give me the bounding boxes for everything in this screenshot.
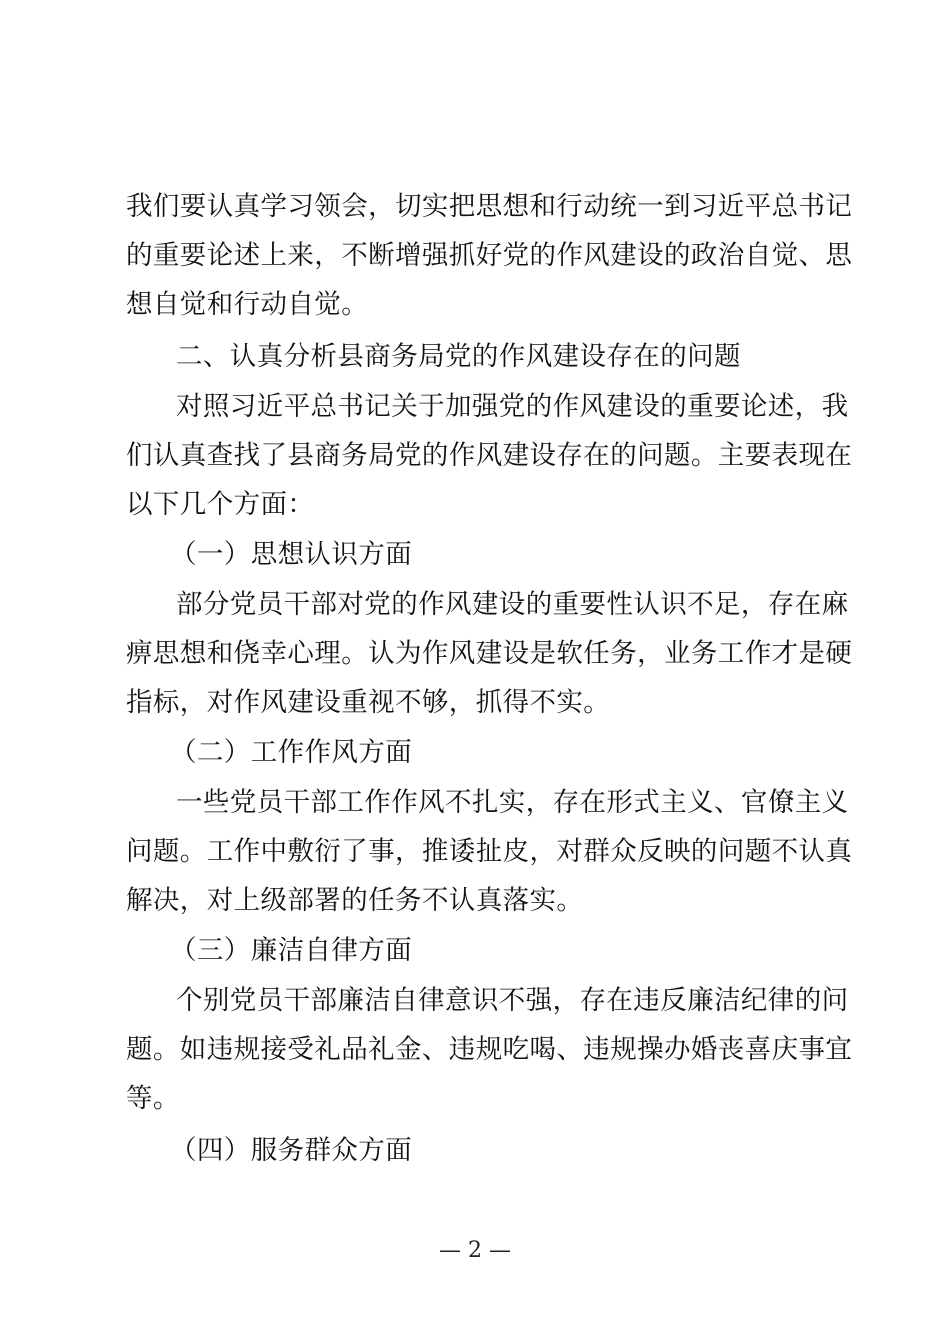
paragraph-line: 部分党员干部对党的作风建设的重要性认识不足，存在麻 bbox=[176, 589, 849, 620]
paragraph-line: 的重要论述上来，不断增强抓好党的作风建设的政治自觉、思 bbox=[126, 240, 853, 271]
section-heading: 二、认真分析县商务局党的作风建设存在的问题 bbox=[176, 341, 741, 372]
subsection-heading: （二）工作作风方面 bbox=[170, 737, 413, 768]
subsection-heading: （四）服务群众方面 bbox=[170, 1135, 413, 1166]
subsection-heading: （三）廉洁自律方面 bbox=[170, 935, 413, 966]
paragraph-line: 等。 bbox=[126, 1083, 180, 1114]
page-number: — 2 — bbox=[439, 1238, 511, 1263]
paragraph-line: 问题。工作中敷衍了事，推诿扯皮，对群众反映的问题不认真 bbox=[126, 836, 853, 867]
paragraph-line: 解决，对上级部署的任务不认真落实。 bbox=[126, 885, 584, 916]
paragraph-line: 我们要认真学习领会，切实把思想和行动统一到习近平总书记 bbox=[126, 191, 853, 222]
paragraph-line: 想自觉和行动自觉。 bbox=[126, 289, 369, 320]
paragraph-line: 题。如违规接受礼品礼金、违规吃喝、违规操办婚丧喜庆事宜 bbox=[126, 1034, 853, 1065]
paragraph-line: 痹思想和侥幸心理。认为作风建设是软任务，业务工作才是硬 bbox=[126, 638, 853, 669]
paragraph-line: 个别党员干部廉洁自律意识不强，存在违反廉洁纪律的问 bbox=[176, 985, 849, 1016]
paragraph-line: 一些党员干部工作作风不扎实，存在形式主义、官僚主义 bbox=[176, 787, 849, 818]
paragraph-line: 指标，对作风建设重视不够，抓得不实。 bbox=[126, 687, 611, 718]
subsection-heading: （一）思想认识方面 bbox=[170, 539, 413, 570]
paragraph-line: 们认真查找了县商务局党的作风建设存在的问题。主要表现在 bbox=[126, 440, 853, 471]
paragraph-line: 对照习近平总书记关于加强党的作风建设的重要论述，我 bbox=[176, 391, 849, 422]
paragraph-line: 以下几个方面： bbox=[126, 489, 315, 520]
